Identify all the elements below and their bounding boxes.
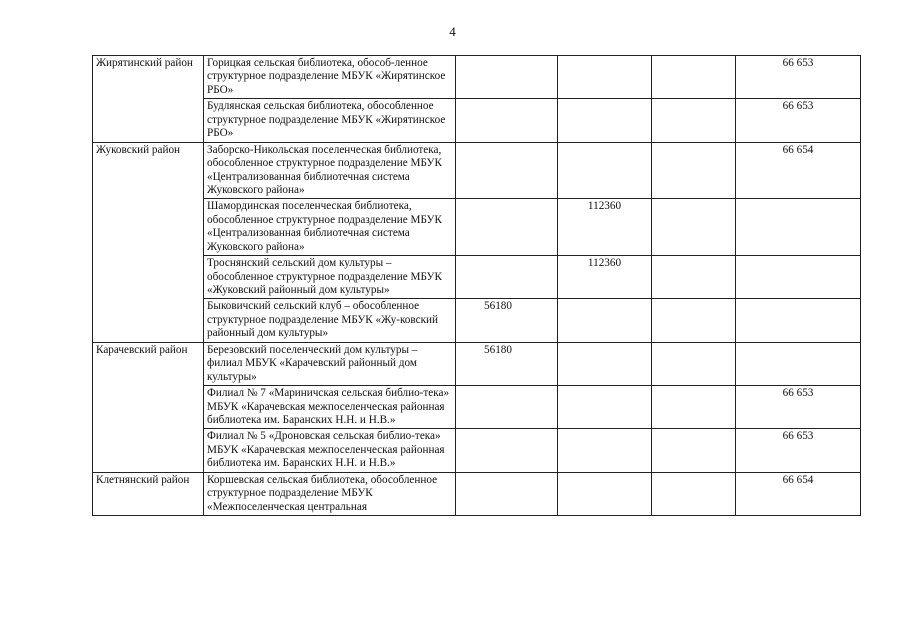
amount-cell-a	[456, 256, 558, 299]
amount-cell-d	[736, 342, 861, 385]
institution-cell: Филиал № 7 «Мариничская сельская библио-тека» МБУК «Карачевская межпоселенческая районная библиотека им. Баранских Н.Н. и Н.В.»	[204, 386, 456, 429]
amount-cell-c	[652, 56, 736, 99]
amount-cell-d: 66 654	[736, 142, 861, 199]
institution-cell: Филиал № 5 «Дроновская сельская библио-тека» МБУК «Карачевская межпоселенческая районная библиотека им. Баранских Н.Н. и Н.В.»	[204, 429, 456, 472]
table-row	[93, 386, 861, 429]
table-row	[93, 256, 861, 299]
amount-cell-b	[558, 99, 652, 142]
amount-cell-a: 56180	[456, 342, 558, 385]
amount-cell-a	[456, 386, 558, 429]
amount-cell-b	[558, 386, 652, 429]
amount-cell-b: 112360	[558, 199, 652, 256]
amount-cell-c	[652, 199, 736, 256]
amount-cell-d: 66 653	[736, 429, 861, 472]
amount-cell-a: 56180	[456, 299, 558, 342]
amount-cell-c	[652, 99, 736, 142]
amount-cell-b	[558, 142, 652, 199]
institution-cell: Троснянский сельский дом культуры – обособленное структурное подразделение МБУК «Жуковский районный дом культуры»	[204, 256, 456, 299]
amount-cell-a	[456, 56, 558, 99]
amount-cell-d	[736, 299, 861, 342]
institution-cell: Шамординская поселенческая библиотека, обособленное структурное подразделение МБУК «Централизованная библиотечная система Жуковского района»	[204, 199, 456, 256]
institution-cell: Березовский поселенческий дом культуры – филиал МБУК «Карачевский районный дом культуры»	[204, 342, 456, 385]
amount-cell-a	[456, 472, 558, 515]
table-row	[93, 99, 861, 142]
amount-cell-c	[652, 256, 736, 299]
district-cell	[93, 299, 204, 342]
amount-cell-c	[652, 429, 736, 472]
amount-cell-c	[652, 386, 736, 429]
amount-cell-a	[456, 99, 558, 142]
amount-cell-c	[652, 342, 736, 385]
amount-cell-d	[736, 256, 861, 299]
table-row	[93, 56, 861, 99]
table-row	[93, 199, 861, 256]
district-cell: Клетнянский район	[93, 472, 204, 515]
amount-cell-a	[456, 429, 558, 472]
district-cell	[93, 99, 204, 142]
table-row	[93, 342, 861, 385]
amount-cell-a	[456, 199, 558, 256]
institution-cell: Коршевская сельская библиотека, обособленное структурное подразделение МБУК «Межпоселенческая центральная	[204, 472, 456, 515]
institution-cell: Горицкая сельская библиотека, обособ-ленное структурное подразделение МБУК «Жирятинское РБО»	[204, 56, 456, 99]
amount-cell-c	[652, 472, 736, 515]
amount-cell-c	[652, 142, 736, 199]
district-cell	[93, 386, 204, 429]
table-row	[93, 299, 861, 342]
amount-cell-b	[558, 429, 652, 472]
page-number: 4	[449, 24, 456, 39]
amount-cell-b	[558, 299, 652, 342]
district-cell: Карачевский район	[93, 342, 204, 385]
amount-cell-d: 66 653	[736, 56, 861, 99]
institution-cell: Будлянская сельская библиотека, обособленное структурное подразделение МБУК «Жирятинское РБО»	[204, 99, 456, 142]
district-cell	[93, 199, 204, 256]
table-row	[93, 429, 861, 472]
amount-cell-b	[558, 342, 652, 385]
amount-cell-d	[736, 199, 861, 256]
district-cell	[93, 256, 204, 299]
institution-cell: Быковичский сельский клуб – обособленное структурное подразделение МБУК «Жу-ковский районный дом культуры»	[204, 299, 456, 342]
amount-cell-c	[652, 299, 736, 342]
amount-cell-d: 66 653	[736, 99, 861, 142]
amount-cell-d: 66 654	[736, 472, 861, 515]
amount-cell-d: 66 653	[736, 386, 861, 429]
amount-cell-b	[558, 56, 652, 99]
amount-cell-b	[558, 472, 652, 515]
table-row	[93, 472, 861, 515]
amount-cell-b: 112360	[558, 256, 652, 299]
institution-cell: Заборско-Никольская поселенческая библиотека, обособленное структурное подразделение МБУК «Централизованная библиотечная система Жуковского района»	[204, 142, 456, 199]
amount-cell-a	[456, 142, 558, 199]
district-cell: Жуковский район	[93, 142, 204, 199]
funding-table	[92, 55, 861, 516]
district-cell	[93, 429, 204, 472]
district-cell: Жирятинский район	[93, 56, 204, 99]
table-row	[93, 142, 861, 199]
